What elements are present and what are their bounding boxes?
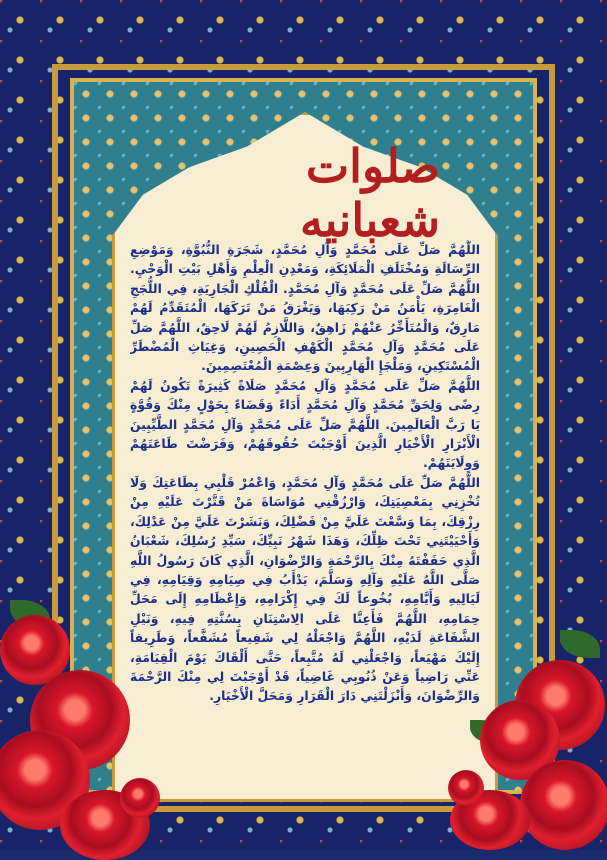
page-title: صلوات شعبانیه (300, 139, 440, 247)
rose-icon (120, 778, 160, 818)
prayer-paragraph: اللَّهُمَّ صَلِّ عَلَى مُحَمَّدٍ وَآلِ مُحَمَّدٍ، وَاعْمُرْ قَلْبِي بِطَاعَتِكَ وَلَا تُخْزِنِي بِمَعْصِيَتِكَ، وَارْزُقْنِي مُوَاسَاةَ مَنْ قَتَّرْتَ عَلَيْهِ مِنْ رِزْقِكَ، بِمَا وَسَّعْتَ عَلَيَّ مِنْ فَضْلِكَ، وَنَشَرْتَ عَلَيَّ مِنْ عَدْلِكَ، وَأَحْيَيْتَنِي تَحْتَ ظِلِّكَ، وَهَذَا شَهْرُ نَبِيِّكَ، سَيِّدِ رُسُلِكَ، شَعْبَانُ الَّذِي حَفَفْتَهُ مِنْكَ بِالرَّحْمَةِ وَالرِّضْوَانِ، الَّذِي كَانَ رَسُولُ اللَّهِ صَلَّى اللَّهُ عَلَيْهِ وَآلِهِ وَسَلَّمَ، يَدْأَبُ فِي صِيَامِهِ وَقِيَامِهِ، فِي لَيَالِيهِ وَأَيَّامِهِ، بُخُوعاً لَكَ فِي إِكْرَامِهِ، وَإِعْظَامِهِ إِلَى مَحَلِّ حِمَامِهِ، اللَّهُمَّ فَأَعِنَّا عَلَى الِاسْتِنَانِ بِسُنَّتِهِ فِيهِ، وَنَيْلِ الشَّفَاعَةِ لَدَيْهِ، اللَّهُمَّ وَاجْعَلْهُ لِي شَفِيعاً مُشَفَّعاً، وَطَرِيقاً إِلَيْكَ مَهْيَعاً، وَاجْعَلْنِي لَهُ مُتَّبِعاً، حَتَّى أَلْقَاكَ يَوْمَ الْقِيَامَةِ، عَنِّي رَاضِياً وَعَنْ ذُنُوبِي غَاضِياً، قَدْ أَوْجَبْتَ لِي مِنْكَ الرَّحْمَةَ وَالرِّضْوَانَ، وَأَنْزَلْتَنِي دَارَ الْقَرَارِ وَمَحَلَّ الْأَخْيَارِ. (130, 474, 480, 704)
rose-icon (448, 770, 484, 806)
prayer-paragraph: اللَّهُمَّ صَلِّ عَلَى مُحَمَّدٍ وَآلِ مُحَمَّدٍ، شَجَرَةِ النُّبُوَّةِ، وَمَوْضِعِ الرِّسَالَةِ وَمُخْتَلَفِ الْمَلَائِكَةِ، وَمَعْدِنِ الْعِلْمِ وَأَهْلِ بَيْتِ الْوَحْيِ. اللَّهُمَّ صَلِّ عَلَى مُحَمَّدٍ وَآلِ مُحَمَّدٍ. الْفُلْكِ الْجَارِيَةِ، فِي اللُّجَجِ الْغَامِرَةِ، يَأْمَنُ مَنْ رَكِبَهَا، وَيَغْرَقُ مَنْ تَرَكَهَا، الْمُتَقَدِّمُ لَهُمْ مَارِقٌ، وَالْمُتَأَخِّرُ عَنْهُمْ زَاهِقٌ، وَاللَّازِمُ لَهُمْ لَاحِقٌ، اللَّهُمَّ صَلِّ عَلَى مُحَمَّدٍ وَآلِ مُحَمَّدٍ الْكَهْفِ الْحَصِينِ، وَغِيَاثِ الْمُضْطَرِّ الْمُسْتَكِينِ، وَمَلْجَإِ الْهَارِبِينَ وَعِصْمَةِ الْمُعْتَصِمِينَ. (130, 242, 480, 374)
rose-icon (520, 760, 607, 850)
prayer-text (130, 240, 480, 750)
prayer-paragraph: اللَّهُمَّ صَلِّ عَلَى مُحَمَّدٍ وَآلِ مُحَمَّدٍ صَلَاةً كَثِيرَةً تَكُونُ لَهُمْ رِضًى وَلِحَقِّ مُحَمَّدٍ وَآلِ مُحَمَّدٍ أَدَاءً وَقَضَاءً بِحَوْلٍ مِنْكَ وَقُوَّةٍ يَا رَبَّ الْعَالَمِينَ. اللَّهُمَّ صَلِّ عَلَى مُحَمَّدٍ وَآلِ مُحَمَّدٍ الطَّيِّبِينَ الْأَبْرَارِ الْأَخْيَارِ الَّذِينَ أَوْجَبْتَ حُقُوقَهُمْ، وَفَرَضْتَ طَاعَتَهُمْ وَوِلَايَتَهُمْ. (130, 377, 480, 471)
